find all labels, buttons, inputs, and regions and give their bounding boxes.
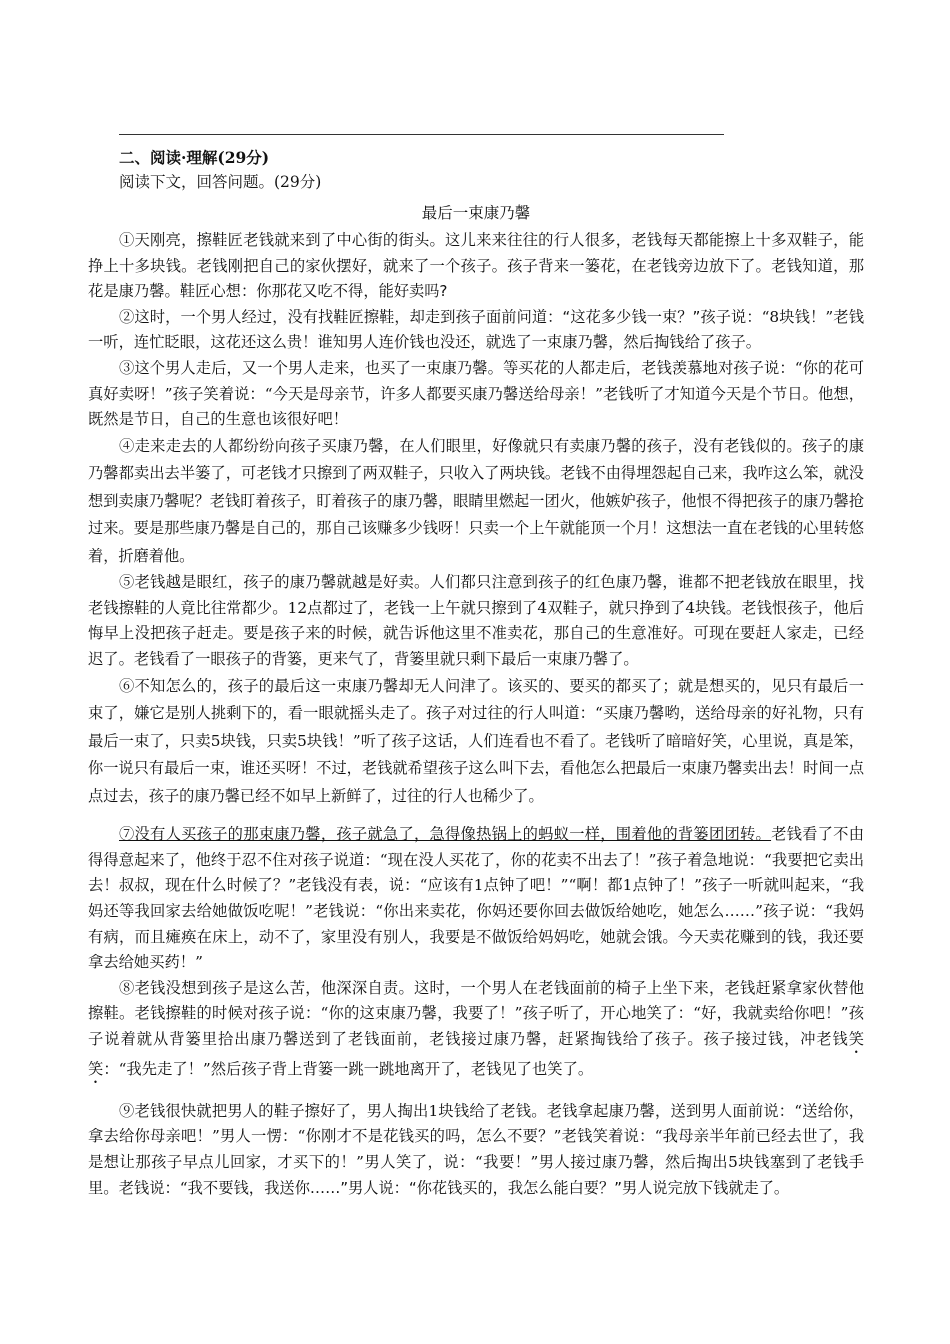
p8-text-e: ：“我先走了！”然后孩子背上背篓一跳一跳地离开了，老钱见了也笑了。 <box>103 1059 594 1078</box>
p7-text-rest: 老钱看了不由得得意起来了，他终于忍不住对孩子说道：“现在没人买花了，你的花卖不出去了！”孩子着急地说：“我要把它卖出去！叔叔，现在什么时候了？”老钱没有表，说：“应该有1点钟了吧！”“啊！都1点钟了！”孩子一听就叫起来，“我妈还等我回家去给她做饭吃呢！”老钱说：“你出来卖花，你妈还要你回去做饭给她吃，她怎么……”孩子说：“我妈有病，而且瘫痪在床上，动不了，家里没有别人，我要是不做饭给妈妈吃，她就会饿。今天卖花赚到的钱，我还要拿去给她买药！” <box>88 825 864 972</box>
paragraph-4 <box>88 433 864 571</box>
paragraph-6 <box>88 673 864 811</box>
reading-section <box>88 146 864 1201</box>
p2-text-a: ②这时， <box>119 307 181 326</box>
paragraph-5: ⑤老钱越是眼红，孩子的康乃馨就越是好卖。人们都只注意到孩子的红色康乃馨，谁都不把老钱放在眼里，找老钱擦鞋的人竟比往常都少。12点都过了，老钱一上午就只擦到了4双鞋子，就只挣到了4块钱。老钱恨孩子，他后悔早上没把孩子赶走。要是孩子来的时候，就告诉他这里不准卖花，那自己的生意准好。可现在要赶人家走，已经迟了。老钱看了一眼孩子的背篓，更来气了，背篓里就只剩下最后一束康乃馨了。 <box>88 573 864 669</box>
paragraph-9 <box>88 1099 864 1201</box>
paragraph-1 <box>88 228 864 305</box>
p9-text-a: ⑨老钱很快就把男人的鞋子擦好了，男人掏出1块钱给了老钱。老钱拿起康乃馨，送到男人面前说：“送给你，拿去给你母亲吧！”男人一愣：“你刚才不是花钱买的吗，怎么不要？”老钱笑着说：“我母亲半年前已经去世了，我是想让那孩子早点儿回家，才买下的！”男人笑了，说：“我要！”男人接过康乃馨，然后掏出5块钱塞到了老钱手里。老钱说：“我不要钱，我送 <box>88 1101 864 1197</box>
p4-text-c: 老钱似的。孩子的康乃馨都卖出去半篓了， <box>88 436 864 483</box>
p6-text-a: ⑥不知怎么的，孩子的最后这一束康乃馨却无人问津了。该买的、要买的都买了；就是想买的，见只有最后一束了，嫌它是别人挑剩下的，看一眼就摇头走了。孩子对过往的行人叫道：“买康乃馨哟，送给母亲的好礼物，只有最后一束了，只卖5块钱，只卖5块钱！”听了孩子这话， <box>88 676 864 750</box>
p1-text: ①天刚亮，擦鞋匠老钱就来到了中心街的街头。这儿来来往往的行人很多，老钱每天都能擦上十多双鞋子，能挣上十多块钱。老钱刚把自己的家伙摆好，就来了一个孩子。孩子背来一篓花，在老钱旁边放下了。老钱知道，那花是康乃馨。鞋匠心想：你那花又吃不得， <box>88 231 864 301</box>
p1-bold: 能好卖吗? <box>378 282 448 301</box>
p8-bold-c: 孩子接过钱，冲老钱 <box>703 1029 849 1048</box>
paragraph-8 <box>88 976 864 1087</box>
p8-emphasis-word: 笑笑 <box>88 1029 865 1078</box>
spacer <box>88 810 864 822</box>
p7-underlined-sentence: ⑦没有人买孩子的那束康乃馨，孩子就急了，急得像热锅上的蚂蚁一样，围着他的背篓团团转。 <box>119 825 772 844</box>
p9-bold-b: 你……”男人说：“你花钱买的，我怎么能白要？”男人说完放下钱就走了。 <box>294 1178 790 1197</box>
paragraph-2 <box>88 305 864 356</box>
article-title: 最后一束康乃馨 <box>421 204 531 222</box>
p2-text-c: “8块钱！”老钱一听，连忙眨眼，这花还这么贵！谁知男人连价钱也没还，就选了一束康乃馨，然后掏钱给了孩子。 <box>88 307 864 352</box>
p2-bold: 一个男人经过，没有找鞋匠擦鞋，却走到孩子面前问道：“这花多少钱一束？”孩子说： <box>180 307 762 326</box>
section-instruction: 阅读下文，回答问题。(29分) <box>119 173 322 191</box>
spacer <box>88 1087 864 1099</box>
p6-bold-b: 人们连看也不看了。老钱听了暗暗好笑，心里说，真是笨，你一说只有最后一束，谁还买呀！不过，老钱就希望孩子这么叫下去，看他怎么把最后一束康乃馨卖出去！时间一点点过去，孩子的康乃馨已经不如早上新鲜了，过往的行人也稀少了。 <box>88 731 864 805</box>
paragraph-3: ③这个男人走后，又一个男人走来，也买了一束康乃馨。等买花的人都走后，老钱羡慕地对孩子说：“你的花可真好卖呀！”孩子笑着说：“今天是母亲节，许多人都要买康乃馨送给母亲！”老钱听了才知道今天是个节日。他想，既然是节日，自己的生意也该很好吧！ <box>88 358 864 429</box>
p4-bold-d: 可老钱才只擦到了两双鞋子，只收入了两块钱。老钱不由得埋怨起自己来，我咋这么笨，就没想到卖康乃馨呢？老钱盯着孩子，盯着孩子的康乃馨，眼睛里燃起一团火，他嫉妒孩子，他恨不得把孩子的康乃馨抢过来。要是那些康乃馨是自己的，那自己该赚多少钱呀！只卖一个上午就能顶一个月！这想法一直在老钱的心里转悠着，折磨着他。 <box>88 464 864 565</box>
p8-text-a: ⑧老钱没想到孩子是这么苦，他深深自责。这时，一个男人在老钱面前的椅子上坐下来，老钱赶紧拿家伙替他擦鞋。老钱擦鞋的时候对孩子说：“你的这束康乃馨，我要了！”孩子听了，开心地笑了：“好，我就卖给你吧！”孩子说着就从背篓里拾出康乃馨送到了老钱面前， <box>88 978 864 1048</box>
paragraph-7 <box>88 822 864 976</box>
p4-text-a: ④走来走去的人都纷纷向孩子买康乃馨， <box>119 436 400 455</box>
section-title: 二、阅读·理解(29分) <box>119 148 270 167</box>
p4-bold-b: 在人们眼里，好像就只有卖康乃馨的孩子，没有 <box>399 436 725 455</box>
top-divider <box>119 134 724 135</box>
p8-bold-b: 老钱接过康乃馨，赶紧掏钱给了孩子。 <box>429 1029 704 1048</box>
